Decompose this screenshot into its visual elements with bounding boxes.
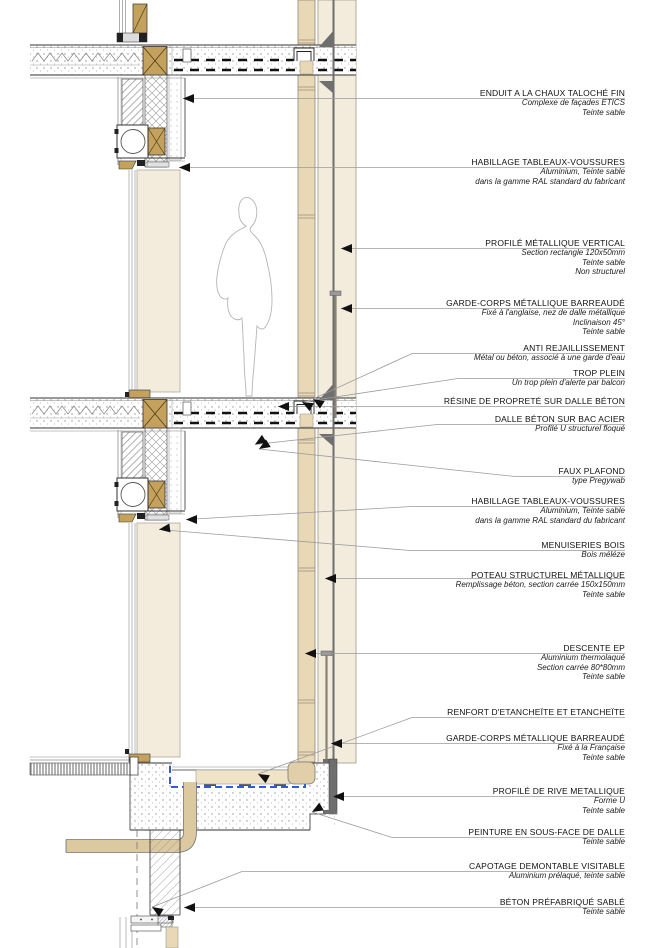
annotation-anti-rejaillissement: ANTI REJAILLISSEMENT Métal ou béton, associé à une garde d'eau: [474, 343, 625, 362]
annotation-profile-vertical: PROFILÉ MÉTALLIQUE VERTICAL Section rectangle 120x50mm Teinte sable Non structurel: [485, 238, 625, 276]
annotation-habillage-2: HABILLAGE TABLEAUX-VOUSSURES Aluminium, Teinte sable dans la gamme RAL standard du fabricant: [471, 496, 625, 525]
right-columns: [298, 0, 356, 763]
window-head-top: [117, 0, 147, 42]
annotation-descente-ep: DESCENTE EP Aluminium thermolaqué Section carrée 80*80mm Teinte sable: [536, 643, 625, 681]
annotation-menuiseries: MENUISERIES BOIS Bois méléze: [541, 540, 625, 559]
annotation-capotage: CAPOTAGE DEMONTABLE VISITABLE Aluminium prélaqué, teinte sable: [469, 861, 625, 880]
annotation-poteau: POTEAU STRUCTUREL MÉTALLIQUE Remplissage béton, section carrée 150x150mm Teinte sable: [455, 570, 625, 599]
annotation-dalle-beton: DALLE BÉTON SUR BAC ACIER Profilé U structurel floqué: [494, 414, 625, 433]
drain-grate: [30, 763, 130, 775]
capotage-assembly: [120, 916, 178, 948]
downspout-column: [298, 0, 315, 762]
annotation-garde-corps-1: GARDE-CORPS MÉTALLIQUE BARREAUDÉ Fixé à l'anglaise, nez de dalle métallique Inclinaison 45° Teinte sable: [446, 298, 625, 336]
annotation-trop-plein: TROP PLEIN Un trop plein d'alerte par balcon: [511, 368, 625, 387]
annotation-habillage-1: HABILLAGE TABLEAUX-VOUSSURES Aluminium, Teinte sable dans la gamme RAL standard du fabricant: [471, 157, 625, 186]
annotation-peinture: PEINTURE EN SOUS-FACE DE DALLE Teinte sable: [468, 827, 625, 846]
annotation-enduit: ENDUIT A LA CHAUX TALOCHÉ FIN Complexe de façades ETICS Teinte sable: [479, 88, 625, 117]
annotation-beton-prefabrique: BÉTON PRÉFABRIQUÉ SABLÉ Teinte sable: [499, 897, 625, 916]
wall-segment-upper: [125, 170, 180, 398]
annotation-garde-corps-2: GARDE-CORPS MÉTALLIQUE BARREAUDÉ Fixé à la Française Teinte sable: [446, 733, 625, 762]
wall-segment-lower: [125, 523, 180, 762]
annotation-faux-plafond: FAUX PLAFOND type Pregywab: [558, 466, 625, 485]
annotation-resine: RÉSINE DE PROPRETÉ SUR DALLE BÉTON: [443, 396, 625, 406]
person-figure: [217, 197, 272, 396]
annotation-profile-rive: PROFILÉ DE RIVE METALLIQUE Forme U Teinte sable: [492, 786, 625, 815]
annotation-renfort: RENFORT D'ETANCHEÏTE ET ETANCHEÏTE: [447, 707, 625, 717]
annotation-title: ENDUIT A LA CHAUX TALOCHÉ FIN: [479, 88, 625, 98]
